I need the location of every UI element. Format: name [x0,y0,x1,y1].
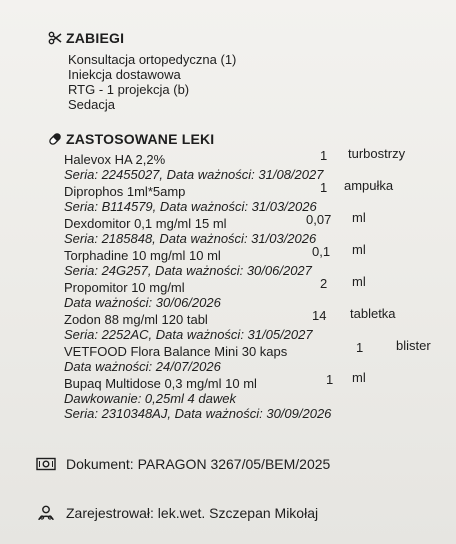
medications-title: ZASTOSOWANE LEKI [66,131,215,147]
medication-detail: Seria: 2310348AJ, Data ważności: 30/09/2026 [64,406,332,421]
procedures-heading [48,30,124,46]
medication-name: Diprophos 1ml*5amp [64,184,186,199]
medication-name: VETFOOD Flora Balance Mini 30 kaps [64,344,288,359]
medication-quantity: 2 [320,276,328,291]
medication-unit: tabletka [350,306,396,321]
medication-quantity: 1 [326,372,334,387]
document-line [36,456,330,472]
procedure-item: RTG - 1 projekcja (b) [68,82,190,97]
medication-quantity: 1 [356,340,364,355]
medication-name: Propomitor 10 mg/ml [64,280,185,295]
medication-item [64,210,444,246]
medication-quantity: 14 [312,308,327,323]
medication-detail: Seria: 2185848, Data ważności: 31/03/2026 [64,231,317,246]
medication-item [64,242,444,278]
procedures-list [68,52,236,112]
medication-name: Zodon 88 mg/ml 120 tabl [64,312,208,327]
medication-name: Bupaq Multidose 0,3 mg/ml 10 ml [64,376,257,391]
medication-detail: Data ważności: 24/07/2026 [64,359,221,374]
procedure-item: Iniekcja dostawowa [68,67,181,82]
medication-quantity: 1 [320,148,328,163]
document-text: Dokument: PARAGON 3267/05/BEM/2025 [66,456,331,472]
pill-icon [48,132,62,146]
medication-unit: ml [352,274,366,289]
medication-detail: Data ważności: 30/06/2026 [64,295,221,310]
medication-name: Torphadine 10 mg/ml 10 ml [64,248,221,263]
medication-unit: ml [352,210,366,225]
procedure-item: Sedacja [68,97,115,112]
medication-unit: ampułka [344,178,394,193]
registered-text: Zarejestrował: lek.wet. Szczepan Mikołaj [66,505,319,521]
user-icon [36,505,56,521]
procedure-item: Konsultacja ortopedyczna (1) [68,52,237,67]
medication-unit: ml [352,242,366,257]
medication-unit: turbostrzy [348,146,406,161]
medication-detail: Seria: 2252AC, Data ważności: 31/05/2027 [64,327,313,342]
medication-item [64,338,444,374]
medication-name: Dexdomitor 0,1 mg/ml 15 ml [64,216,227,231]
receipt-icon [36,457,56,471]
medication-quantity: 0,1 [312,244,331,259]
scissors-icon [48,31,62,45]
medication-detail: Seria: 22455027, Data ważności: 31/08/2027 [64,167,324,182]
medication-detail: Seria: B114579, Data ważności: 31/03/2026 [64,199,317,214]
medication-name: Halevox HA 2,2% [64,152,166,167]
medication-detail: Seria: 24G257, Data ważności: 30/06/2027 [64,263,312,278]
medication-quantity: 1 [320,180,328,195]
medication-quantity: 0,07 [306,212,332,227]
medication-detail: Dawkowanie: 0,25ml 4 dawek [64,391,236,406]
procedures-title: ZABIEGI [66,30,125,46]
medication-item [64,178,444,214]
registered-line [36,505,318,521]
medications-heading [48,131,214,147]
medication-item [64,370,444,421]
medication-unit: blister [396,338,431,353]
medication-item [64,306,444,342]
medication-unit: ml [352,370,366,385]
